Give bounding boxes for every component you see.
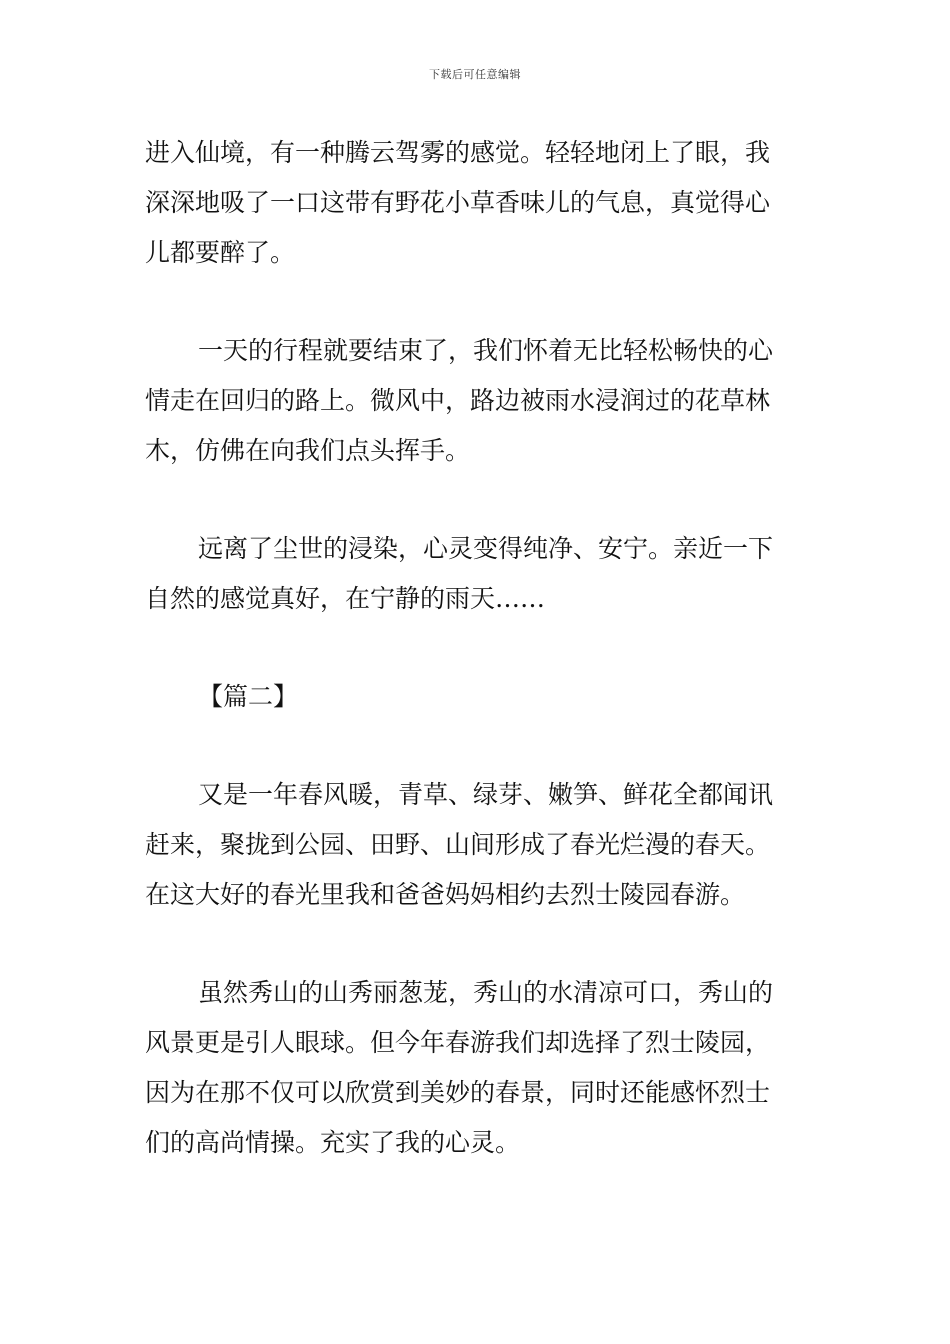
paragraph-line: 又是一年春风暖，青草、绿芽、嫩笋、鲜花全都闻讯 (198, 780, 774, 809)
paragraph-line: 儿都要醉了。 (145, 238, 296, 267)
page-header-note: 下载后可任意编辑 (429, 68, 521, 81)
paragraph-line: 远离了尘世的浸染，心灵变得纯净、安宁。亲近一下 (198, 534, 774, 563)
paragraph-gap (145, 722, 809, 770)
paragraph-4 (145, 770, 809, 920)
paragraph-2 (145, 326, 809, 476)
paragraph-1 (145, 128, 809, 278)
document-body (145, 128, 809, 1168)
paragraph-gap (145, 624, 809, 672)
paragraph-line: 因为在那不仅可以欣赏到美妙的春景，同时还能感怀烈士 (145, 1078, 771, 1107)
section-heading: 【篇二】 (198, 682, 299, 711)
paragraph-line: 情走在回归的路上。微风中，路边被雨水浸润过的花草林 (145, 386, 771, 415)
paragraph-line: 们的高尚情操。充实了我的心灵。 (145, 1128, 521, 1157)
paragraph-gap (145, 278, 809, 326)
paragraph-gap (145, 920, 809, 968)
paragraph-line: 风景更是引人眼球。但今年春游我们却选择了烈士陵园， (145, 1028, 771, 1057)
paragraph-line: 深深地吸了一口这带有野花小草香味儿的气息，真觉得心 (145, 188, 771, 217)
paragraph-line: 在这大好的春光里我和爸爸妈妈相约去烈士陵园春游。 (145, 880, 746, 909)
paragraph-5 (145, 968, 809, 1168)
paragraph-line: 虽然秀山的山秀丽葱茏，秀山的水清凉可口，秀山的 (198, 978, 774, 1007)
paragraph-line: 一天的行程就要结束了，我们怀着无比轻松畅快的心 (198, 336, 774, 365)
paragraph-gap (145, 476, 809, 524)
paragraph-line: 自然的感觉真好，在宁静的雨天…… (145, 584, 546, 613)
paragraph-line: 进入仙境，有一种腾云驾雾的感觉。轻轻地闭上了眼，我 (145, 138, 771, 167)
paragraph-line: 木，仿佛在向我们点头挥手。 (145, 436, 471, 465)
paragraph-line: 赶来，聚拢到公园、田野、山间形成了春光烂漫的春天。 (145, 830, 771, 859)
paragraph-3 (145, 524, 809, 624)
